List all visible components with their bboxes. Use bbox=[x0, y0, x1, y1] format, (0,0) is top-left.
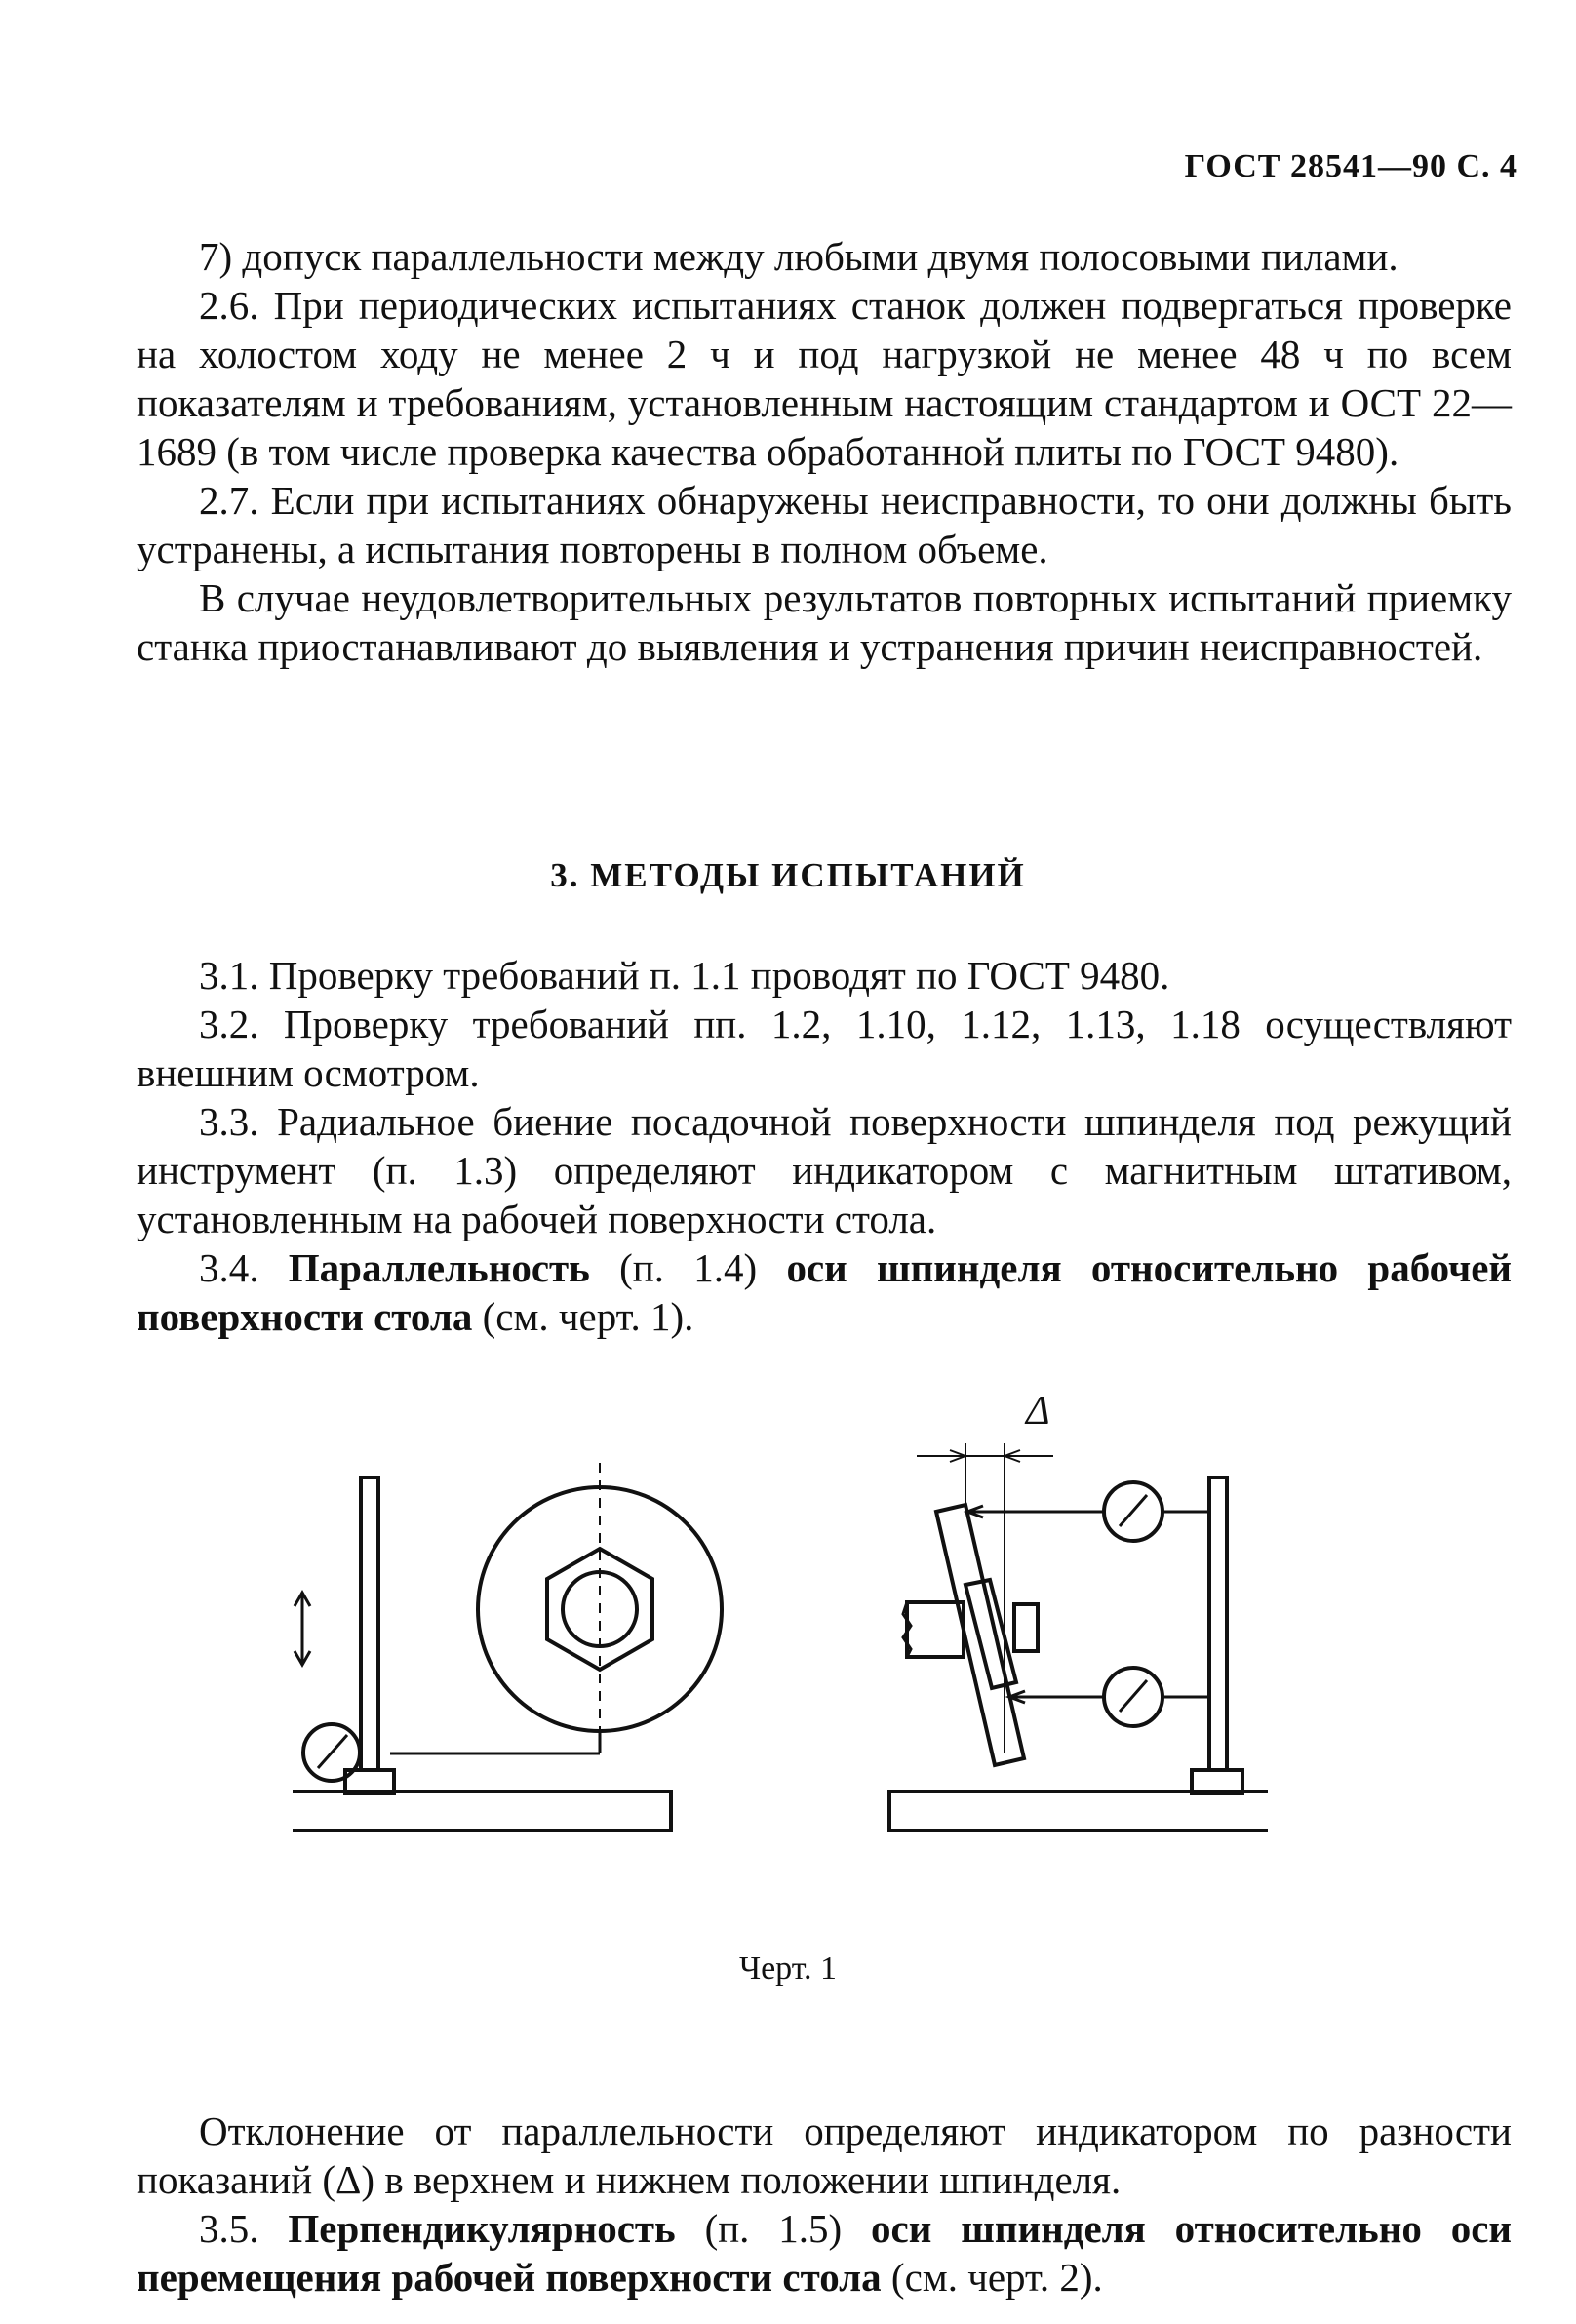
right-indicator-stand bbox=[1209, 1477, 1227, 1770]
paragraph-3-4-number: 3.4. bbox=[199, 1245, 259, 1290]
paragraph-3-4-reference: (п. 1.4) bbox=[619, 1245, 758, 1290]
paragraph-3-4-figure-ref: (см. черт. 1). bbox=[482, 1294, 694, 1339]
delta-label: Δ bbox=[1026, 1389, 1050, 1434]
spindle-shaft bbox=[907, 1602, 964, 1657]
paragraph-3-4-bold-object: оси шпинделя относительно рабочей поверхности стола bbox=[137, 1245, 1513, 1339]
left-indicator-stand bbox=[361, 1477, 378, 1770]
requirements-block bbox=[137, 232, 1512, 671]
paragraph-3-4-bold-term: Параллельность bbox=[288, 1245, 590, 1290]
paragraph-2-7: 2.7. Если при испытаниях обнаружены неисправности, то они должны быть устранены, а испытания повторены в полном объеме. bbox=[137, 478, 1512, 571]
paragraph-3-5-bold-object: оси шпинделя относительно оси перемещения рабочей поверхности стола bbox=[137, 2206, 1513, 2300]
paragraph-3-5 bbox=[137, 2204, 1512, 2302]
final-block bbox=[137, 2107, 1512, 2302]
left-dial-needle bbox=[318, 1735, 347, 1768]
methods-block bbox=[137, 951, 1512, 1341]
paragraph-3-3: 3.3. Радиальное биение посадочной поверхности шпинделя под режущий инструмент (п. 1.3) определяют индикатором с магнитным штативом, установленным на рабочей поверхности стола. bbox=[137, 1099, 1512, 1241]
figure-1-drawing bbox=[293, 1370, 1268, 1877]
lower-dial-needle bbox=[1120, 1680, 1147, 1712]
paragraph-deviation: Отклонение от параллельности определяют индикатором по разности показаний (Δ) в верхнем и нижнем положении шпинделя. bbox=[137, 2108, 1512, 2202]
paragraph-3-5-number: 3.5. bbox=[199, 2206, 259, 2251]
paragraph-3-5-figure-ref: (см. черт. 2). bbox=[890, 2255, 1103, 2300]
page-header: ГОСТ 28541—90 С. 4 bbox=[1184, 148, 1517, 184]
section-title: 3. МЕТОДЫ ИСПЫТАНИЙ bbox=[550, 856, 1026, 894]
paragraph-3-1: 3.1. Проверку требований п. 1.1 проводят по ГОСТ 9480. bbox=[199, 953, 1170, 998]
paragraph-3-2: 3.2. Проверку требований пп. 1.2, 1.10, 1.12, 1.13, 1.18 осуществляют внешним осмотром. bbox=[137, 1002, 1512, 1095]
upper-dial-needle bbox=[1120, 1495, 1147, 1526]
paragraph-2-6: 2.6. При периодических испытаниях станок должен подвергаться проверке на холостом ходу не менее 2 ч и под нагрузкой не менее 48 ч по всем показателям и требованиям, установленным настоящим стандартом и ОСТ 22—1689 (в том числе проверка качества обработанной плиты по ГОСТ 9480). bbox=[137, 283, 1512, 474]
paragraph-item-7: 7) допуск параллельности между любыми двумя полосовыми пилами. bbox=[199, 234, 1399, 279]
spindle-nut bbox=[1014, 1604, 1038, 1651]
figure-caption: Черт. 1 bbox=[738, 1950, 838, 1987]
paragraph-3-5-reference: (п. 1.5) bbox=[704, 2206, 843, 2251]
paragraph-3-4 bbox=[137, 1243, 1512, 1341]
right-table bbox=[889, 1792, 1268, 1831]
paragraph-2-7-retest: В случае неудовлетворительных результатов повторных испытаний приемку станка приостанавливают до выявления и устранения причин неисправностей. bbox=[137, 575, 1512, 669]
left-table bbox=[293, 1792, 671, 1831]
paragraph-3-5-bold-term: Перпендикулярность bbox=[288, 2206, 676, 2251]
